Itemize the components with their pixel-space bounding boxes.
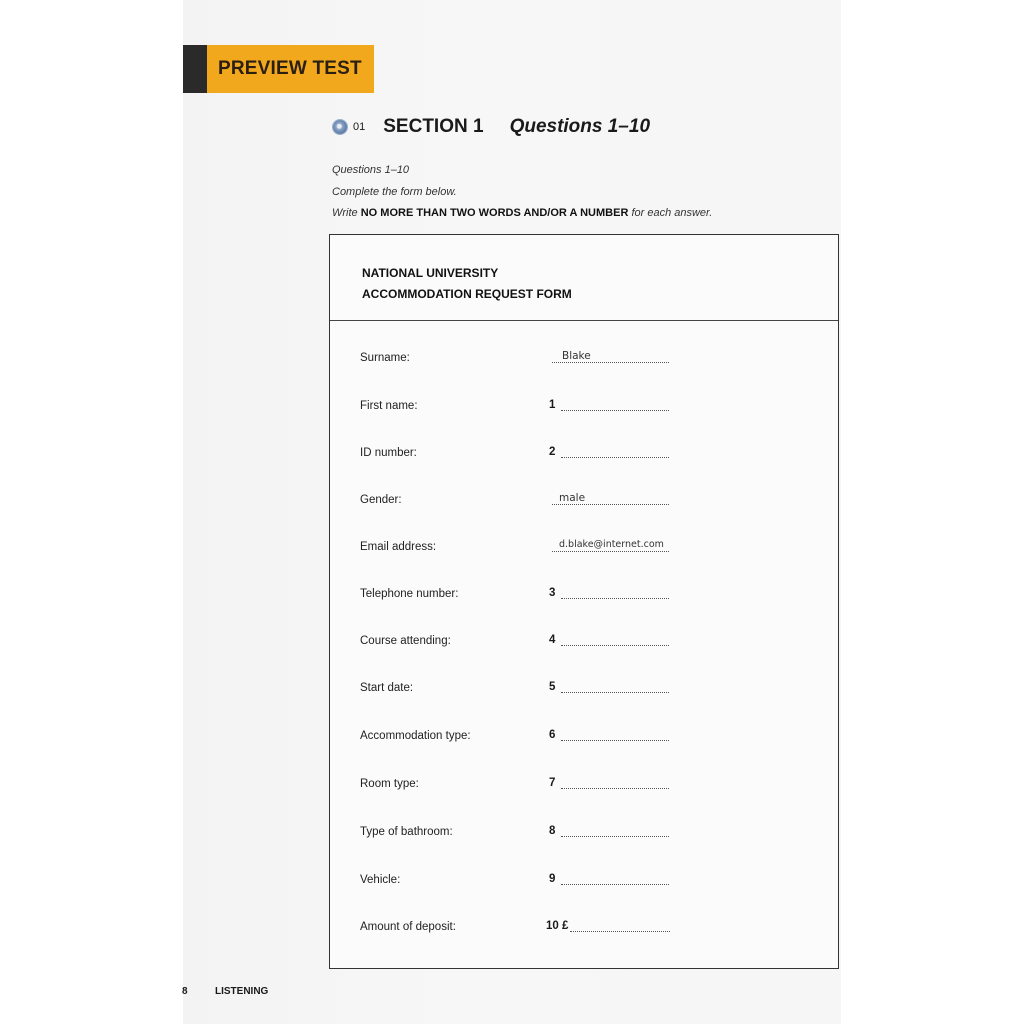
answer-line[interactable] <box>561 645 669 646</box>
form-row-first-name <box>330 398 838 418</box>
question-number: 8 <box>549 825 556 837</box>
answer-line[interactable] <box>552 551 669 552</box>
section-header <box>333 113 650 141</box>
question-number: 7 <box>549 777 556 789</box>
field-label: Amount of deposit: <box>360 921 456 933</box>
form-row-telephone <box>330 586 838 606</box>
form-row-surname <box>330 350 838 370</box>
form-title-line-1: NATIONAL UNIVERSITY <box>362 266 499 280</box>
question-number: 9 <box>549 873 556 885</box>
answer-line[interactable] <box>552 504 669 505</box>
field-label: First name: <box>360 400 418 412</box>
answer-line[interactable] <box>561 740 669 741</box>
question-number: 10 £ <box>546 920 569 932</box>
field-label: Gender: <box>360 494 402 506</box>
answer-line[interactable] <box>561 884 669 885</box>
answer-line[interactable] <box>561 692 669 693</box>
form-row-vehicle <box>330 872 838 892</box>
form-row-bathroom <box>330 824 838 844</box>
page-number: 8 <box>182 986 188 997</box>
instruction-complete: Complete the form below. <box>332 186 457 198</box>
field-label: Surname: <box>360 352 410 364</box>
answer-line[interactable] <box>561 836 669 837</box>
form-row-course <box>330 633 838 653</box>
field-label: Course attending: <box>360 635 451 647</box>
answer-line[interactable] <box>561 457 669 458</box>
form-row-id-number <box>330 445 838 465</box>
form-title-line-2: ACCOMMODATION REQUEST FORM <box>362 287 572 301</box>
answer-line[interactable] <box>561 410 669 411</box>
question-number: 6 <box>549 729 556 741</box>
form-title <box>362 263 572 305</box>
question-number: 4 <box>549 634 556 646</box>
form-row-gender <box>330 492 838 512</box>
tab-accent-bar <box>183 45 207 93</box>
handwritten-answer: Blake <box>562 350 591 362</box>
accommodation-form <box>329 234 839 969</box>
field-label: ID number: <box>360 447 417 459</box>
field-label: Room type: <box>360 778 419 790</box>
form-row-deposit <box>330 919 838 939</box>
answer-line[interactable] <box>561 788 669 789</box>
field-label: Vehicle: <box>360 874 401 886</box>
track-number: 01 <box>353 121 366 133</box>
field-label: Accommodation type: <box>360 730 471 742</box>
question-number: 3 <box>549 587 556 599</box>
running-head: LISTENING <box>215 986 269 997</box>
question-number: 2 <box>549 446 556 458</box>
question-number: 5 <box>549 681 556 693</box>
section-questions: Questions 1–10 <box>509 116 651 137</box>
form-row-email <box>330 539 838 559</box>
handwritten-answer: d.blake@internet.com <box>559 539 664 550</box>
answer-line[interactable] <box>570 931 670 932</box>
instruction-word-limit: Write NO MORE THAN TWO WORDS AND/OR A NUMBER for each answer. <box>332 207 713 219</box>
preview-test-tab <box>183 45 374 93</box>
answer-line[interactable] <box>552 362 669 363</box>
handwritten-answer: male <box>559 492 586 504</box>
form-row-accommodation-type <box>330 728 838 748</box>
form-divider <box>330 320 838 321</box>
answer-line[interactable] <box>561 598 669 599</box>
tab-label: PREVIEW TEST <box>218 58 362 79</box>
question-number: 1 <box>549 399 556 411</box>
section-title: SECTION 1 <box>383 116 484 137</box>
field-label: Type of bathroom: <box>360 826 453 838</box>
audio-cd-icon <box>333 120 347 134</box>
form-row-room-type <box>330 776 838 796</box>
instruction-questions: Questions 1–10 <box>332 164 410 176</box>
field-label: Start date: <box>360 682 414 694</box>
field-label: Telephone number: <box>360 588 459 600</box>
field-label: Email address: <box>360 541 437 553</box>
form-row-start-date <box>330 680 838 700</box>
